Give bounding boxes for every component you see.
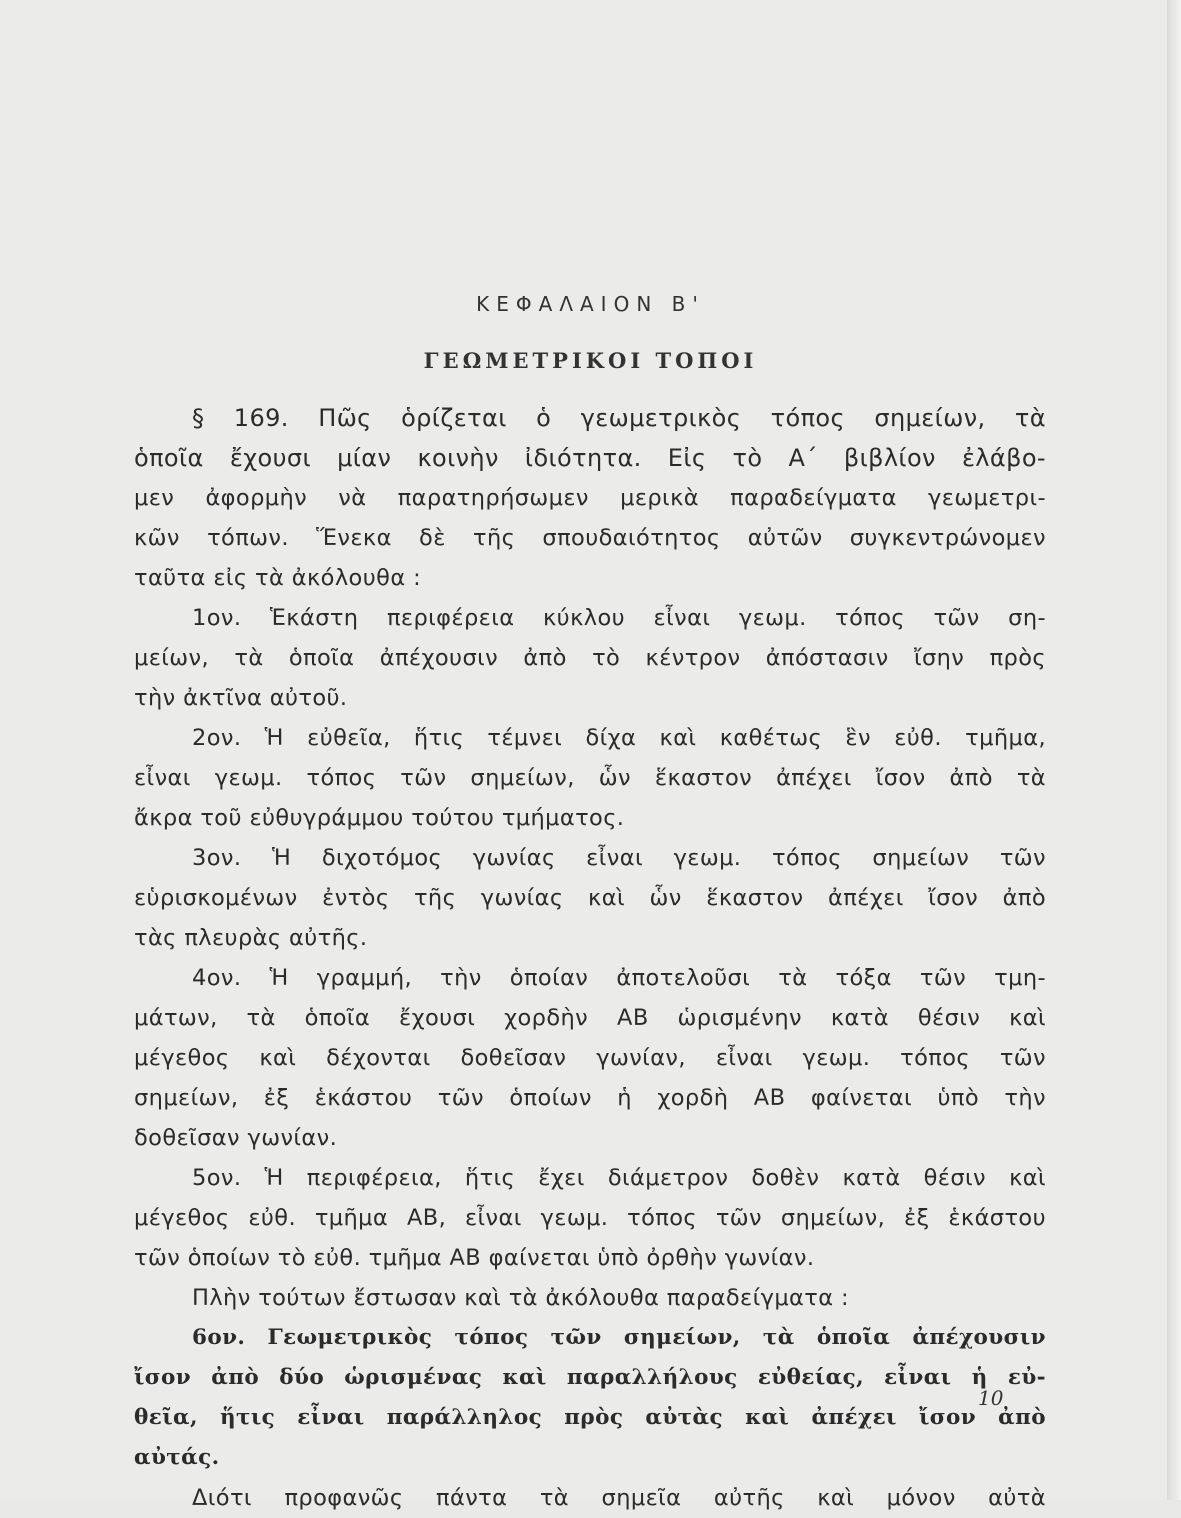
text-line: μέγεθος εὐθ. τμῆμα ΑΒ, εἶναι γεωμ. τόπος τῶν σημείων, ἐξ ἑκάστου [134,1205,1046,1231]
text-line: κῶν τόπων. Ἕνεκα δὲ τῆς σπουδαιότητος αὐτῶν συγκεντρώνομεν [134,525,1046,551]
text-line: μάτων, τὰ ὁποῖα ἔχουσι χορδὴν ΑΒ ὡρισμένην κατὰ θέσιν καὶ [134,1005,1046,1031]
text-line: 6ον. Γεωμετρικὸς τόπος τῶν σημείων, τὰ ὁποῖα ἀπέχουσιν [192,1325,1046,1350]
text-line: ἄκρα τοῦ εὐθυγράμμου τούτου τμήματος. [134,805,625,831]
text-line: ὁποῖα ἔχουσι μίαν κοινὴν ἰδιότητα. Εἰς τὸ Α΄ βιβλίον ἐλάβο- [134,444,1046,472]
text-line: εὑρισκομένων ἐντὸς τῆς γωνίας καὶ ὧν ἕκαστον ἀπέχει ἴσον ἀπὸ [134,885,1046,911]
chapter-heading: ΚΕΦΑΛΑΙΟΝ Β' [476,292,705,316]
text-line: δοθεῖσαν γωνίαν. [134,1125,338,1151]
page-number: 10 [978,1386,1004,1410]
text-line: § 169. Πῶς ὁρίζεται ὁ γεωμετρικὸς τόπος σημείων, τὰ [192,404,1046,432]
text-line: 4ον. Ἡ γραμμή, τὴν ὁποίαν ἀποτελοῦσι τὰ τόξα τῶν τμη- [192,965,1046,991]
text-line: 5ον. Ἡ περιφέρεια, ἥτις ἔχει διάμετρον δοθὲν κατὰ θέσιν καὶ [192,1165,1046,1191]
text-line: θεῖα, ἥτις εἶναι παράλληλος πρὸς αὐτὰς καὶ ἀπέχει ἴσον ἀπὸ [134,1405,1046,1430]
text-line: μείων, τὰ ὁποῖα ἀπέχουσιν ἀπὸ τὸ κέντρον ἀπόστασιν ἴσην πρὸς [134,645,1046,671]
text-line: ταῦτα εἰς τὰ ἀκόλουθα : [134,565,422,591]
text-line: 1ον. Ἑκάστη περιφέρεια κύκλου εἶναι γεωμ. τόπος τῶν ση- [192,605,1046,631]
body-text [134,398,1046,1518]
text-line: τὰς πλευρὰς αὐτῆς. [134,925,368,951]
text-line: 2ον. Ἡ εὐθεῖα, ἥτις τέμνει δίχα καὶ καθέτως ἓν εὐθ. τμῆμα, [192,725,1046,751]
text-line: μεν ἀφορμὴν νὰ παρατηρήσωμεν μερικὰ παραδείγματα γεωμετρι- [134,485,1046,511]
text-line: ἴσον ἀπὸ δύο ὡρισμένας καὶ παραλλήλους εὐθείας, εἶναι ἡ εὐ- [134,1365,1046,1390]
text-line: τῶν ὁποίων τὸ εὐθ. τμῆμα ΑΒ φαίνεται ὑπὸ ὀρθὴν γωνίαν. [134,1245,815,1271]
text-line: Διότι προφανῶς πάντα τὰ σημεῖα αὐτῆς καὶ μόνον αὐτὰ [192,1485,1046,1511]
text-line: αὐτάς. [134,1445,220,1470]
text-line: σημείων, ἐξ ἑκάστου τῶν ὁποίων ἡ χορδὴ ΑΒ φαίνεται ὑπὸ τὴν [134,1085,1046,1111]
text-line: εἶναι γεωμ. τόπος τῶν σημείων, ὧν ἕκαστον ἀπέχει ἴσον ἀπὸ τὰ [134,765,1046,791]
text-line: μέγεθος καὶ δέχονται δοθεῖσαν γωνίαν, εἶναι γεωμ. τόπος τῶν [134,1045,1046,1071]
section-title: ΓΕΩΜΕΤΡΙΚΟΙ ΤΟΠΟΙ [423,348,758,373]
text-line: Πλὴν τούτων ἔστωσαν καὶ τὰ ἀκόλουθα παραδείγματα : [192,1285,849,1311]
text-line: 3ον. Ἡ διχοτόμος γωνίας εἶναι γεωμ. τόπος σημείων τῶν [192,845,1046,871]
text-line: τὴν ἀκτῖνα αὐτοῦ. [134,685,348,711]
page-edge [1167,0,1181,1500]
